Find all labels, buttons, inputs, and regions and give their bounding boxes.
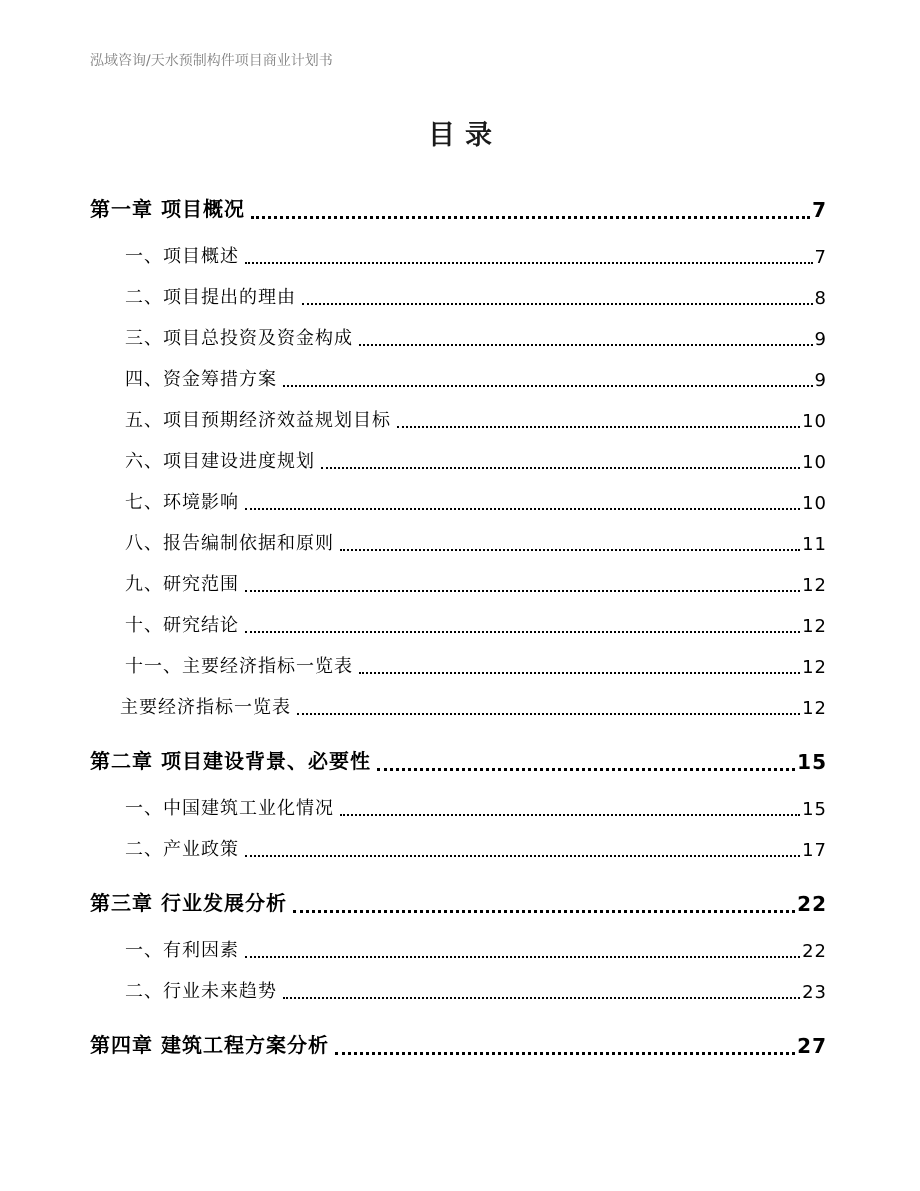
toc-entry-page: 17 bbox=[802, 840, 827, 861]
toc-entry-page: 22 bbox=[802, 941, 827, 962]
toc-entry-label: 四、资金筹措方案 bbox=[125, 369, 277, 390]
toc-entry-page: 7 bbox=[812, 198, 827, 222]
toc-entry-sub[interactable] bbox=[90, 236, 827, 277]
toc-entry-label: 一、项目概述 bbox=[125, 246, 239, 267]
toc-entry-label: 第二章 项目建设背景、必要性 bbox=[90, 749, 371, 773]
table-of-contents bbox=[90, 186, 827, 1066]
toc-entry-label: 二、行业未来趋势 bbox=[125, 981, 277, 1002]
toc-entry-sub[interactable] bbox=[90, 400, 827, 441]
toc-entry-page: 23 bbox=[802, 982, 827, 1003]
toc-entry-label: 五、项目预期经济效益规划目标 bbox=[125, 410, 391, 431]
toc-entry-chapter[interactable] bbox=[90, 880, 827, 924]
toc-entry-page: 12 bbox=[802, 698, 827, 719]
toc-entry-label: 八、报告编制依据和原则 bbox=[125, 533, 334, 554]
toc-entry-label: 第一章 项目概况 bbox=[90, 197, 245, 221]
toc-entry-sub[interactable] bbox=[90, 523, 827, 564]
toc-entry-page: 12 bbox=[802, 616, 827, 637]
toc-entry-page: 9 bbox=[814, 329, 827, 350]
page-title: 目录 bbox=[428, 120, 502, 151]
toc-entry-page: 10 bbox=[802, 452, 827, 473]
toc-entry-sub[interactable] bbox=[90, 359, 827, 400]
toc-entry-sub[interactable] bbox=[90, 788, 827, 829]
toc-entry-page: 7 bbox=[814, 247, 827, 268]
toc-entry-page: 27 bbox=[797, 1034, 827, 1058]
dotted-leader bbox=[293, 910, 795, 913]
toc-entry-label: 二、项目提出的理由 bbox=[125, 287, 296, 308]
toc-entry-page: 10 bbox=[802, 411, 827, 432]
toc-entry-sub[interactable] bbox=[90, 971, 827, 1012]
dotted-leader bbox=[245, 508, 800, 510]
toc-entry-label: 第三章 行业发展分析 bbox=[90, 891, 287, 915]
dotted-leader bbox=[245, 631, 800, 633]
toc-entry-label: 一、中国建筑工业化情况 bbox=[125, 798, 334, 819]
toc-entry-label: 三、项目总投资及资金构成 bbox=[125, 328, 353, 349]
toc-entry-label: 十一、主要经济指标一览表 bbox=[125, 656, 353, 677]
toc-entry-page: 15 bbox=[797, 750, 827, 774]
toc-entry-page: 8 bbox=[814, 288, 827, 309]
toc-entry-sub[interactable] bbox=[90, 605, 827, 646]
dotted-leader bbox=[245, 262, 813, 264]
dotted-leader bbox=[359, 672, 800, 674]
dotted-leader bbox=[297, 713, 800, 715]
toc-entry-page: 10 bbox=[802, 493, 827, 514]
dotted-leader bbox=[283, 385, 813, 387]
dotted-leader bbox=[359, 344, 813, 346]
toc-entry-label: 七、环境影响 bbox=[125, 492, 239, 513]
toc-entry-sub[interactable] bbox=[90, 441, 827, 482]
document-header: 泓域咨询/天水预制构件项目商业计划书 bbox=[90, 53, 333, 69]
toc-entry-plain[interactable] bbox=[90, 687, 827, 728]
toc-entry-sub[interactable] bbox=[90, 318, 827, 359]
toc-entry-sub[interactable] bbox=[90, 564, 827, 605]
dotted-leader bbox=[245, 855, 800, 857]
toc-entry-page: 11 bbox=[802, 534, 827, 555]
toc-entry-page: 9 bbox=[814, 370, 827, 391]
dotted-leader bbox=[340, 549, 800, 551]
toc-entry-label: 九、研究范围 bbox=[125, 574, 239, 595]
toc-entry-label: 十、研究结论 bbox=[125, 615, 239, 636]
toc-entry-page: 12 bbox=[802, 657, 827, 678]
toc-entry-page: 12 bbox=[802, 575, 827, 596]
toc-entry-label: 第四章 建筑工程方案分析 bbox=[90, 1033, 329, 1057]
dotted-leader bbox=[377, 768, 795, 771]
toc-entry-label: 二、产业政策 bbox=[125, 839, 239, 860]
dotted-leader bbox=[245, 590, 800, 592]
toc-entry-chapter[interactable] bbox=[90, 738, 827, 782]
dotted-leader bbox=[302, 303, 813, 305]
toc-entry-chapter[interactable] bbox=[90, 1022, 827, 1066]
toc-entry-page: 22 bbox=[797, 892, 827, 916]
dotted-leader bbox=[251, 216, 810, 219]
dotted-leader bbox=[335, 1052, 795, 1055]
toc-entry-label: 主要经济指标一览表 bbox=[120, 697, 291, 718]
toc-entry-chapter[interactable] bbox=[90, 186, 827, 230]
toc-entry-sub[interactable] bbox=[90, 829, 827, 870]
dotted-leader bbox=[340, 814, 800, 816]
toc-entry-page: 15 bbox=[802, 799, 827, 820]
dotted-leader bbox=[245, 956, 800, 958]
dotted-leader bbox=[321, 467, 800, 469]
toc-entry-sub[interactable] bbox=[90, 646, 827, 687]
dotted-leader bbox=[283, 997, 800, 999]
toc-entry-label: 六、项目建设进度规划 bbox=[125, 451, 315, 472]
toc-entry-label: 一、有利因素 bbox=[125, 940, 239, 961]
toc-entry-sub[interactable] bbox=[90, 277, 827, 318]
toc-entry-sub[interactable] bbox=[90, 482, 827, 523]
toc-entry-sub[interactable] bbox=[90, 930, 827, 971]
dotted-leader bbox=[397, 426, 800, 428]
